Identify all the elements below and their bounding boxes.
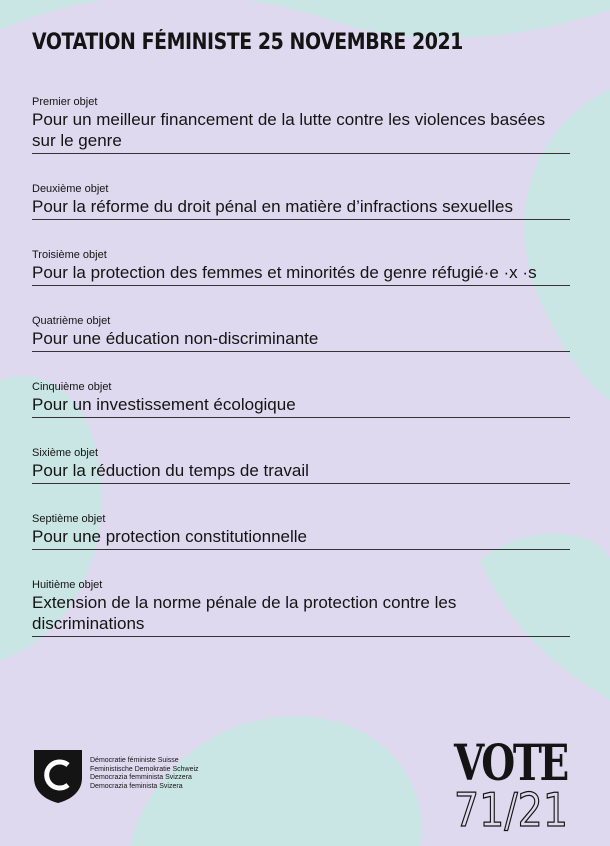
object-label: Premier objet [32,96,98,108]
org-name-fr: Démocratie féministe Suisse [90,757,179,764]
object-text: Pour la réforme du droit pénal en matière d’infractions sexuelles [32,197,513,216]
list-item [32,579,570,637]
list-item [32,315,570,352]
object-label: Cinquième objet [32,381,112,393]
org-name-it: Democrazia femminista Svizzera [90,774,192,782]
organization-names [90,757,199,791]
object-text: Pour une protection constitutionnelle [32,527,308,546]
object-label: Troisième objet [32,249,107,261]
org-name-de: Feministische Demokratie Schweiz [90,765,199,773]
list-item [32,513,570,550]
object-text: Extension de la norme pénale de la protection contre les discriminations [32,593,457,633]
list-item [32,183,570,220]
ballot-objects-list [32,96,570,666]
list-item [32,447,570,484]
object-label: Huitième objet [32,579,103,591]
object-text: Pour un meilleur financement de la lutte contre les violences basées sur le genre [32,110,546,150]
vote-number: 71/21 [454,783,569,837]
page-title: VOTATION FÉMINISTE 25 NOVEMBRE 2021 [32,30,463,55]
list-item [32,381,570,418]
object-text: Pour la protection des femmes et minorités de genre réfugié·e ·x ·s [32,263,537,282]
object-text: Pour une éducation non-discriminante [32,329,319,348]
object-label: Sixième objet [32,447,99,459]
object-text: Pour un investissement écologique [32,395,296,414]
list-item [32,96,570,154]
object-label: Quatrième objet [32,315,111,327]
object-label: Deuxième objet [32,183,109,195]
list-item [32,249,570,286]
object-text: Pour la réduction du temps de travail [32,461,309,480]
org-name-rm: Democrazia feminista Svizera [90,782,183,790]
shield-c-logo-icon [32,748,84,804]
vote-word: VOTE [454,733,567,792]
object-label: Septième objet [32,513,106,525]
